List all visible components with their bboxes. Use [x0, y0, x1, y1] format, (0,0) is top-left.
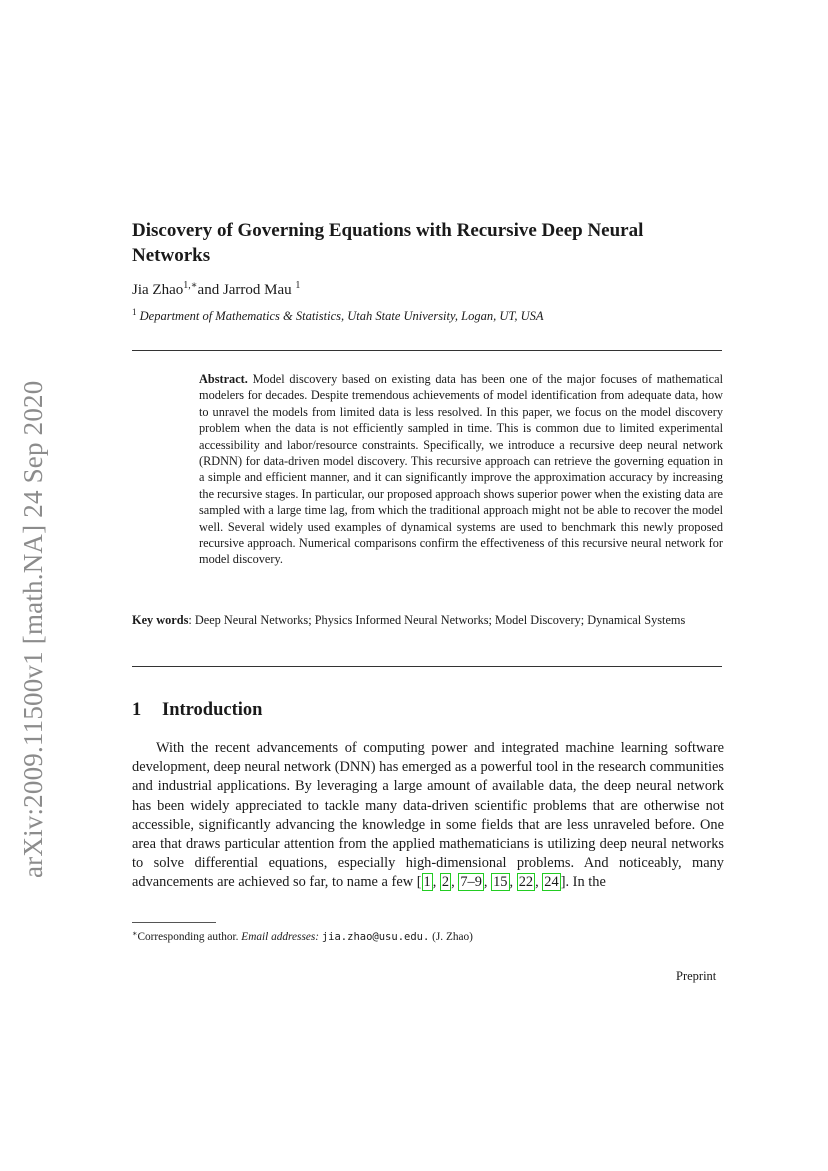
affiliation-mark: 1: [132, 307, 137, 317]
author-name: and Jarrod Mau: [197, 282, 292, 298]
footnote: [132, 929, 473, 943]
section-title: Introduction: [162, 700, 263, 720]
preprint-label: Preprint: [676, 969, 717, 983]
footnote-email-label: Email addresses:: [241, 931, 320, 943]
bottom-divider: [132, 666, 722, 667]
arxiv-identifier-stamp: arXiv:2009.11500v1 [math.NA] 24 Sep 2020: [18, 380, 48, 878]
affiliation-text: Department of Mathematics & Statistics, Utah State University, Logan, UT, USA: [139, 309, 544, 323]
citation-link[interactable]: 24: [544, 874, 559, 891]
keywords: [132, 612, 722, 628]
footnote-email[interactable]: jia.zhao@usu.edu.: [321, 931, 430, 943]
citation-link[interactable]: 22: [518, 874, 534, 891]
affiliation: [132, 307, 544, 324]
citation-link[interactable]: 15: [493, 874, 508, 891]
abstract-text: Model discovery based on existing data has been one of the major focuses of mathematical modelers for decades. Despite tremendous achievements of model identification from adequate data, how to unravel the models from limited data is less resolved. In this paper, we focus on the model discovery problem when the data is not efficiently sampled in time. This is common due to limited experimental accessibility and labor/resource constraints. Specifically, we introduce a recursive deep neural network (RDNN) for data-driven model discovery. This recursive approach can retrieve the governing equation in a simple and efficient manner, and it can significantly improve the approximation accuracy by increasing the recursive stages. In particular, our proposed approach shows superior power when the existing data are sampled with a large time lag, from which the traditional approach might not be able to recover the model well. Several widely used examples of dynamical systems are used to benchmark this newly proposed recursive approach. Numerical comparisons confirm the effectiveness of this recursive neural network for model discovery.: [199, 372, 723, 567]
abstract: [199, 371, 723, 568]
keywords-text: : Deep Neural Networks; Physics Informed Neural Networks; Model Discovery; Dynamical Systems: [188, 613, 686, 627]
citation-link[interactable]: 1: [423, 874, 431, 891]
citation-link[interactable]: 7–9: [460, 874, 482, 891]
keywords-label: Key words: [132, 613, 189, 627]
section-heading: [132, 700, 262, 721]
intro-tail: . In the: [565, 874, 606, 891]
introduction-paragraph: With the recent advancements of computing power and integrated machine learning software development, deep neural network (DNN) has emerged as a powerful tool in the research communities and industrial applications. By leveraging a large amount of available data, the deep neural network has been widely appreciated to tackle many data-driven scientific problems that are otherwise not accessible, significantly advancing the knowledge in some fields that are less unraveled before. One area that draws particular attention from the applied mathematicians is utilizing deep neural networks to solve differential equations, especially high-dimensional problems. And noticeably, many advancements are achieved so far, to name a few [ 1 , 2 , 7–9 , 15 , 22 , 24 ]. In the: [132, 740, 724, 891]
footnote-mark: ∗: [132, 929, 138, 938]
author-line: [132, 280, 300, 299]
abstract-label: Abstract.: [199, 372, 248, 386]
paper-title: Discovery of Governing Equations with Recursive Deep Neural Networks: [132, 220, 644, 266]
citation-link[interactable]: 2: [441, 874, 450, 891]
author-affiliation-mark: 1: [295, 280, 301, 291]
author-affiliation-mark: 1,∗: [183, 280, 198, 291]
footnote-divider: [132, 922, 216, 923]
footnote-text: Corresponding author.: [137, 931, 242, 943]
footnote-suffix: (J. Zhao): [429, 931, 473, 943]
top-divider: [132, 350, 722, 351]
author-name: Jia Zhao: [132, 282, 184, 298]
section-number: 1: [132, 700, 142, 720]
intro-text: With the recent advancements of computing power and integrated machine learning software development, deep neural network (DNN) has emerged as a powerful tool in the research communities and industrial applications. By leveraging a large amount of available data, the deep neural network has been widely appreciated to tackle many data-driven scientific problems that are otherwise not accessible, significantly advancing the knowledge in some fields that are less unraveled before. One area that draws particular attention from the applied mathematicians is utilizing deep neural networks to solve differential equations, especially high-dimensional problems. And noticeably, many advancements are achieved so far, to name a few: [132, 740, 724, 891]
